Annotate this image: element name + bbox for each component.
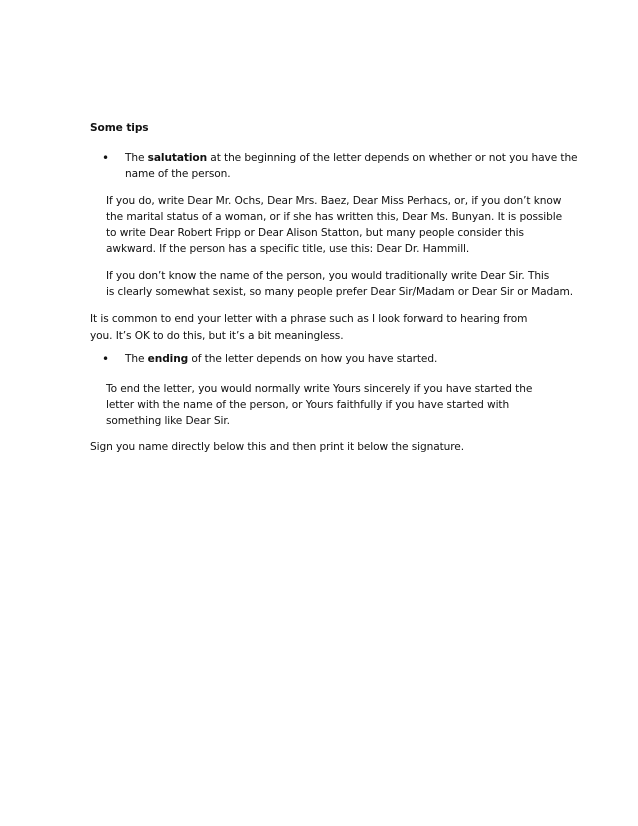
paragraph-line: the marital status of a woman, or if she has written this, Dear Ms. Bunyan. It is possible <box>106 211 563 223</box>
paragraph-line: It is common to end your letter with a phrase such as I look forward to hearing from <box>90 313 528 325</box>
bullet-ending: The ending of the letter depends on how you have started. <box>125 353 438 365</box>
paragraph-line: is clearly somewhat sexist, so many people prefer Dear Sir/Madam or Dear Sir or Madam. <box>106 286 574 298</box>
paragraph-line: letter with the name of the person, or Yours faithfully if you have started with <box>106 399 510 411</box>
ending-term: ending <box>147 353 189 365</box>
paragraph-line: To end the letter, you would normally write Yours sincerely if you have started the <box>106 383 533 395</box>
salutation-term: salutation <box>147 152 208 164</box>
bullet-icon: • <box>102 352 110 366</box>
paragraph-line: something like Dear Sir. <box>106 415 230 427</box>
paragraph-line: If you do, write Dear Mr. Ochs, Dear Mrs. Baez, Dear Miss Perhacs, or, if you don’t know <box>106 195 562 207</box>
bullet-icon: • <box>102 151 110 165</box>
paragraph-line: to write Dear Robert Fripp or Dear Alison Statton, but many people consider this <box>106 227 524 239</box>
paragraph-line: awkward. If the person has a specific title, use this: Dear Dr. Hammill. <box>106 243 470 255</box>
paragraph-line: If you don’t know the name of the person, you would traditionally write Dear Sir. This <box>106 270 550 282</box>
paragraph-line: you. It’s OK to do this, but it’s a bit meaningless. <box>90 330 344 342</box>
paragraph-line: Sign you name directly below this and then print it below the signature. <box>90 441 464 453</box>
section-heading: Some tips <box>90 122 149 134</box>
bullet-salutation-line-1: The salutation at the beginning of the letter depends on whether or not you have the <box>125 152 578 164</box>
bullet-salutation-line-2: name of the person. <box>125 168 231 180</box>
